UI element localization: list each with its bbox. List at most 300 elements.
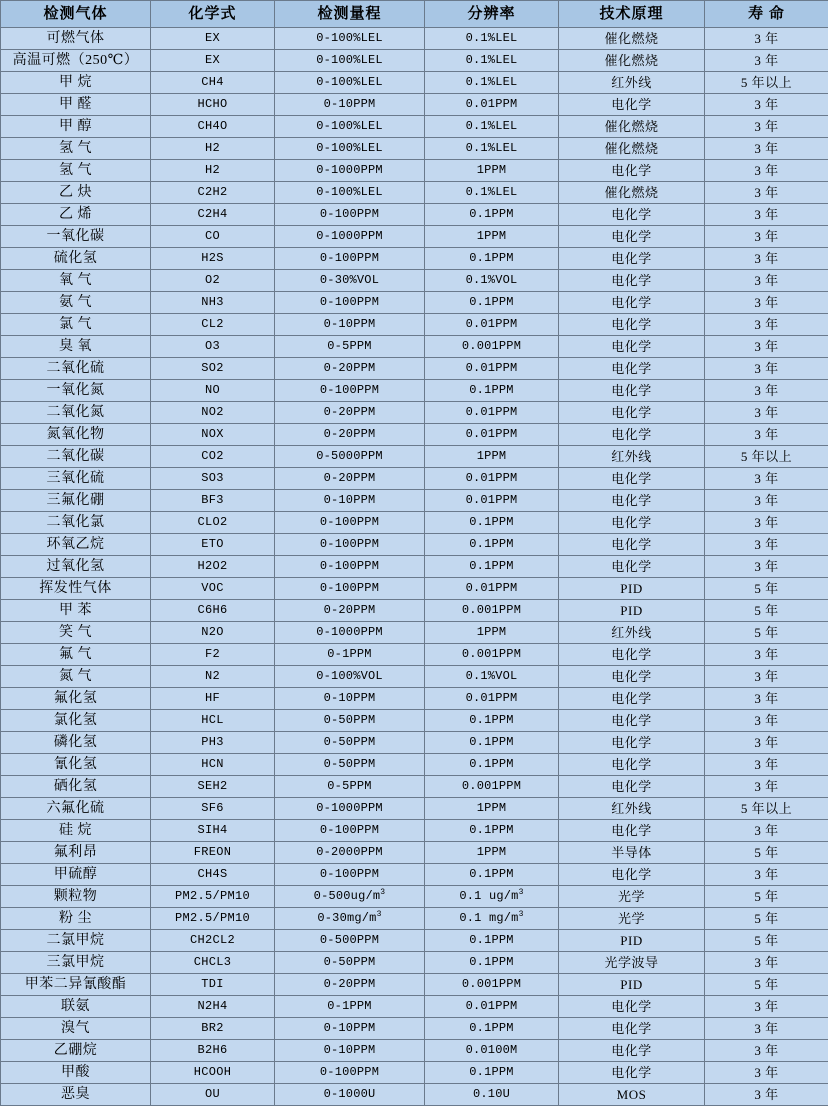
cell-technology: 电化学 [559, 864, 705, 886]
cell-formula: B2H6 [151, 1040, 275, 1062]
cell-technology: 光学 [559, 908, 705, 930]
cell-resolution: 0.1%LEL [425, 116, 559, 138]
cell-technology: 电化学 [559, 292, 705, 314]
cell-lifespan: 3 年 [705, 116, 828, 138]
cell-formula: SF6 [151, 798, 275, 820]
table-row [1, 776, 828, 798]
cell-formula: OU [151, 1084, 275, 1106]
cell-gas-name: 高温可燃（250℃） [1, 50, 151, 72]
cell-lifespan: 3 年 [705, 1040, 828, 1062]
cell-formula: NO2 [151, 402, 275, 424]
cell-resolution: 0.1PPM [425, 952, 559, 974]
table-row [1, 1084, 828, 1106]
cell-formula: HCOOH [151, 1062, 275, 1084]
cell-technology: 电化学 [559, 820, 705, 842]
table-row [1, 754, 828, 776]
cell-range: 0-100%LEL [275, 116, 425, 138]
cell-resolution: 0.001PPM [425, 974, 559, 996]
cell-lifespan: 3 年 [705, 28, 828, 50]
cell-technology: PID [559, 974, 705, 996]
cell-formula: F2 [151, 644, 275, 666]
cell-formula: BF3 [151, 490, 275, 512]
cell-technology: 电化学 [559, 710, 705, 732]
cell-range: 0-100PPM [275, 204, 425, 226]
cell-range: 0-20PPM [275, 402, 425, 424]
cell-gas-name: 臭 氧 [1, 336, 151, 358]
cell-lifespan: 3 年 [705, 336, 828, 358]
cell-formula: SIH4 [151, 820, 275, 842]
cell-resolution: 0.001PPM [425, 776, 559, 798]
cell-gas-name: 甲 醇 [1, 116, 151, 138]
cell-formula: CH2CL2 [151, 930, 275, 952]
cell-resolution: 1PPM [425, 160, 559, 182]
cell-gas-name: 氟利昂 [1, 842, 151, 864]
cell-resolution: 0.1 $mg/m^3$ [425, 908, 559, 930]
cell-gas-name: 二氧化硫 [1, 358, 151, 380]
table-row [1, 798, 828, 820]
cell-technology: 电化学 [559, 1018, 705, 1040]
cell-formula: NOX [151, 424, 275, 446]
cell-range: 0-1000PPM [275, 622, 425, 644]
cell-technology: 红外线 [559, 72, 705, 94]
cell-technology: 电化学 [559, 534, 705, 556]
cell-lifespan: 3 年 [705, 1018, 828, 1040]
cell-gas-name: 氟化氢 [1, 688, 151, 710]
cell-technology: 催化燃烧 [559, 138, 705, 160]
table-header [1, 1, 828, 28]
cell-lifespan: 3 年 [705, 248, 828, 270]
cell-gas-name: 可燃气体 [1, 28, 151, 50]
cell-gas-name: 三氯甲烷 [1, 952, 151, 974]
cell-technology: 红外线 [559, 798, 705, 820]
cell-formula: BR2 [151, 1018, 275, 1040]
table-row [1, 204, 828, 226]
table-row [1, 446, 828, 468]
cell-lifespan: 3 年 [705, 358, 828, 380]
cell-gas-name: 过氧化氢 [1, 556, 151, 578]
cell-technology: 电化学 [559, 754, 705, 776]
cell-technology: 电化学 [559, 226, 705, 248]
cell-formula: SEH2 [151, 776, 275, 798]
header-lifespan: 寿 命 [705, 1, 828, 28]
cell-lifespan: 5 年 [705, 930, 828, 952]
cell-range: 0-20PPM [275, 468, 425, 490]
cell-lifespan: 3 年 [705, 204, 828, 226]
cell-formula: H2O2 [151, 556, 275, 578]
cell-technology: 电化学 [559, 358, 705, 380]
cell-resolution: 0.1PPM [425, 248, 559, 270]
cell-resolution: 0.01PPM [425, 402, 559, 424]
table-row [1, 886, 828, 908]
cell-formula: CH4S [151, 864, 275, 886]
cell-technology: 电化学 [559, 204, 705, 226]
cell-range: 0-100PPM [275, 512, 425, 534]
cell-range: 0-5000PPM [275, 446, 425, 468]
cell-range: 0-1PPM [275, 996, 425, 1018]
cell-resolution: 0.001PPM [425, 336, 559, 358]
cell-lifespan: 5 年 [705, 578, 828, 600]
cell-lifespan: 3 年 [705, 688, 828, 710]
cell-range: 0-10PPM [275, 1018, 425, 1040]
cell-technology: 电化学 [559, 380, 705, 402]
cell-resolution: 1PPM [425, 622, 559, 644]
cell-gas-name: 氢 气 [1, 160, 151, 182]
cell-technology: 电化学 [559, 468, 705, 490]
cell-gas-name: 硫化氢 [1, 248, 151, 270]
cell-technology: 电化学 [559, 1040, 705, 1062]
cell-gas-name: 一氧化碳 [1, 226, 151, 248]
cell-formula: NH3 [151, 292, 275, 314]
cell-formula: CH4O [151, 116, 275, 138]
cell-gas-name: 二氧化氯 [1, 512, 151, 534]
table-row [1, 336, 828, 358]
cell-range: 0-100PPM [275, 820, 425, 842]
cell-resolution: 0.01PPM [425, 490, 559, 512]
cell-gas-name: 甲酸 [1, 1062, 151, 1084]
header-formula: 化学式 [151, 1, 275, 28]
cell-resolution: 1PPM [425, 446, 559, 468]
table-row [1, 226, 828, 248]
table-row [1, 50, 828, 72]
cell-resolution: 0.1%VOL [425, 270, 559, 292]
cell-formula: H2S [151, 248, 275, 270]
cell-resolution: 0.1PPM [425, 754, 559, 776]
cell-resolution: 0.10U [425, 1084, 559, 1106]
cell-formula: HCL [151, 710, 275, 732]
cell-gas-name: 三氟化硼 [1, 490, 151, 512]
cell-resolution: 1PPM [425, 798, 559, 820]
cell-gas-name: 二氧化碳 [1, 446, 151, 468]
cell-gas-name: 二氯甲烷 [1, 930, 151, 952]
cell-resolution: 0.1 $ug/m^3$ [425, 886, 559, 908]
cell-resolution: 0.1PPM [425, 820, 559, 842]
cell-technology: 催化燃烧 [559, 182, 705, 204]
cell-technology: 催化燃烧 [559, 28, 705, 50]
cell-range: 0-30%VOL [275, 270, 425, 292]
cell-resolution: 0.1PPM [425, 1018, 559, 1040]
cell-resolution: 0.1PPM [425, 864, 559, 886]
cell-range: $0-30mg/m^3$ [275, 908, 425, 930]
cell-formula: SO2 [151, 358, 275, 380]
table-row [1, 248, 828, 270]
cell-range: 0-10PPM [275, 490, 425, 512]
cell-range: 0-20PPM [275, 974, 425, 996]
table-row [1, 28, 828, 50]
cell-technology: PID [559, 578, 705, 600]
cell-gas-name: 氨 气 [1, 292, 151, 314]
cell-technology: 电化学 [559, 336, 705, 358]
table-row [1, 556, 828, 578]
cell-formula: N2O [151, 622, 275, 644]
cell-lifespan: 3 年 [705, 182, 828, 204]
table-row [1, 820, 828, 842]
cell-range: 0-50PPM [275, 710, 425, 732]
cell-formula: C2H2 [151, 182, 275, 204]
cell-gas-name: 硅 烷 [1, 820, 151, 842]
cell-gas-name: 甲 烷 [1, 72, 151, 94]
cell-range: 0-2000PPM [275, 842, 425, 864]
table-row [1, 358, 828, 380]
cell-gas-name: 氟 气 [1, 644, 151, 666]
cell-lifespan: 3 年 [705, 952, 828, 974]
table-row [1, 930, 828, 952]
cell-range: 0-100PPM [275, 556, 425, 578]
table-row [1, 622, 828, 644]
cell-gas-name: 磷化氢 [1, 732, 151, 754]
table-row [1, 732, 828, 754]
table-row [1, 600, 828, 622]
cell-formula: FREON [151, 842, 275, 864]
cell-technology: 电化学 [559, 556, 705, 578]
cell-range: 0-50PPM [275, 952, 425, 974]
cell-range: $0-500ug/m^3$ [275, 886, 425, 908]
cell-lifespan: 3 年 [705, 50, 828, 72]
cell-formula: O3 [151, 336, 275, 358]
cell-gas-name: 笑 气 [1, 622, 151, 644]
cell-technology: 电化学 [559, 666, 705, 688]
cell-lifespan: 3 年 [705, 490, 828, 512]
table-row [1, 314, 828, 336]
cell-lifespan: 5 年 [705, 600, 828, 622]
cell-lifespan: 3 年 [705, 160, 828, 182]
table-row [1, 468, 828, 490]
cell-range: 0-100PPM [275, 864, 425, 886]
cell-resolution: 0.1%LEL [425, 72, 559, 94]
cell-formula: EX [151, 50, 275, 72]
cell-lifespan: 5 年 [705, 974, 828, 996]
cell-technology: 光学波导 [559, 952, 705, 974]
cell-resolution: 0.1%LEL [425, 28, 559, 50]
cell-range: 0-20PPM [275, 600, 425, 622]
cell-gas-name: 氮 气 [1, 666, 151, 688]
cell-gas-name: 乙硼烷 [1, 1040, 151, 1062]
cell-lifespan: 3 年 [705, 292, 828, 314]
cell-gas-name: 六氟化硫 [1, 798, 151, 820]
cell-range: 0-100PPM [275, 1062, 425, 1084]
cell-gas-name: 甲 醛 [1, 94, 151, 116]
cell-resolution: 0.1%LEL [425, 50, 559, 72]
cell-formula: C6H6 [151, 600, 275, 622]
cell-range: 0-100%LEL [275, 72, 425, 94]
cell-range: 0-100%LEL [275, 138, 425, 160]
cell-technology: MOS [559, 1084, 705, 1106]
cell-technology: 电化学 [559, 402, 705, 424]
cell-formula: N2 [151, 666, 275, 688]
cell-range: 0-20PPM [275, 424, 425, 446]
cell-formula: EX [151, 28, 275, 50]
cell-formula: ETO [151, 534, 275, 556]
header-range: 检测量程 [275, 1, 425, 28]
cell-technology: 电化学 [559, 490, 705, 512]
cell-gas-name: 联氨 [1, 996, 151, 1018]
cell-gas-name: 环氧乙烷 [1, 534, 151, 556]
cell-lifespan: 5 年以上 [705, 798, 828, 820]
cell-lifespan: 3 年 [705, 270, 828, 292]
cell-formula: NO [151, 380, 275, 402]
cell-resolution: 0.01PPM [425, 578, 559, 600]
cell-range: 0-50PPM [275, 732, 425, 754]
cell-range: 0-100%LEL [275, 50, 425, 72]
cell-technology: 红外线 [559, 622, 705, 644]
cell-formula: H2 [151, 160, 275, 182]
table-row [1, 380, 828, 402]
cell-resolution: 0.01PPM [425, 468, 559, 490]
cell-technology: 电化学 [559, 314, 705, 336]
cell-formula: PH3 [151, 732, 275, 754]
cell-lifespan: 3 年 [705, 1062, 828, 1084]
table-row [1, 952, 828, 974]
table-row [1, 138, 828, 160]
cell-lifespan: 5 年 [705, 842, 828, 864]
cell-gas-name: 三氧化硫 [1, 468, 151, 490]
cell-resolution: 0.1PPM [425, 534, 559, 556]
cell-resolution: 1PPM [425, 226, 559, 248]
cell-gas-name: 氯 气 [1, 314, 151, 336]
table-row [1, 490, 828, 512]
cell-technology: 电化学 [559, 732, 705, 754]
cell-formula: SO3 [151, 468, 275, 490]
cell-formula: H2 [151, 138, 275, 160]
cell-range: 0-100PPM [275, 292, 425, 314]
cell-formula: HCHO [151, 94, 275, 116]
cell-range: 0-1000U [275, 1084, 425, 1106]
cell-range: 0-5PPM [275, 776, 425, 798]
cell-range: 0-100%LEL [275, 28, 425, 50]
cell-technology: 电化学 [559, 160, 705, 182]
cell-resolution: 1PPM [425, 842, 559, 864]
cell-range: 0-10PPM [275, 1040, 425, 1062]
cell-technology: 电化学 [559, 248, 705, 270]
cell-lifespan: 3 年 [705, 94, 828, 116]
table-row [1, 402, 828, 424]
cell-resolution: 0.01PPM [425, 996, 559, 1018]
header-row [1, 1, 828, 28]
table-row [1, 94, 828, 116]
table-row [1, 116, 828, 138]
cell-formula: CLO2 [151, 512, 275, 534]
cell-lifespan: 3 年 [705, 644, 828, 666]
table-row [1, 72, 828, 94]
cell-lifespan: 3 年 [705, 226, 828, 248]
cell-gas-name: 氰化氢 [1, 754, 151, 776]
cell-lifespan: 3 年 [705, 864, 828, 886]
cell-gas-name: 一氧化氮 [1, 380, 151, 402]
cell-range: 0-10PPM [275, 688, 425, 710]
cell-technology: 电化学 [559, 94, 705, 116]
cell-formula: HCN [151, 754, 275, 776]
cell-technology: 红外线 [559, 446, 705, 468]
cell-gas-name: 乙 炔 [1, 182, 151, 204]
cell-resolution: 0.001PPM [425, 600, 559, 622]
cell-range: 0-10PPM [275, 314, 425, 336]
table-row [1, 644, 828, 666]
cell-lifespan: 3 年 [705, 754, 828, 776]
cell-technology: 电化学 [559, 270, 705, 292]
cell-gas-name: 氮氧化物 [1, 424, 151, 446]
cell-range: 0-100%LEL [275, 182, 425, 204]
cell-formula: HF [151, 688, 275, 710]
cell-resolution: 0.1PPM [425, 930, 559, 952]
cell-formula: CL2 [151, 314, 275, 336]
cell-lifespan: 3 年 [705, 776, 828, 798]
cell-gas-name: 甲苯二异氰酸酯 [1, 974, 151, 996]
table-row [1, 842, 828, 864]
cell-gas-name: 乙 烯 [1, 204, 151, 226]
cell-technology: 电化学 [559, 644, 705, 666]
cell-gas-name: 甲 苯 [1, 600, 151, 622]
table-body [1, 28, 828, 1106]
cell-resolution: 0.1PPM [425, 204, 559, 226]
table-row [1, 666, 828, 688]
cell-resolution: 0.1%LEL [425, 138, 559, 160]
cell-resolution: 0.0100M [425, 1040, 559, 1062]
cell-gas-name: 颗粒物 [1, 886, 151, 908]
cell-formula: PM2.5/PM10 [151, 886, 275, 908]
cell-range: 0-1PPM [275, 644, 425, 666]
cell-formula: O2 [151, 270, 275, 292]
cell-lifespan: 3 年 [705, 996, 828, 1018]
cell-lifespan: 3 年 [705, 820, 828, 842]
cell-lifespan: 3 年 [705, 314, 828, 336]
cell-lifespan: 3 年 [705, 138, 828, 160]
cell-formula: CO [151, 226, 275, 248]
table-row [1, 1040, 828, 1062]
cell-lifespan: 3 年 [705, 424, 828, 446]
cell-lifespan: 3 年 [705, 710, 828, 732]
cell-range: 0-100PPM [275, 248, 425, 270]
cell-gas-name: 甲硫醇 [1, 864, 151, 886]
cell-resolution: 0.001PPM [425, 644, 559, 666]
cell-gas-name: 恶臭 [1, 1084, 151, 1106]
cell-formula: PM2.5/PM10 [151, 908, 275, 930]
cell-technology: 光学 [559, 886, 705, 908]
cell-formula: CH4 [151, 72, 275, 94]
cell-resolution: 0.1PPM [425, 380, 559, 402]
cell-formula: TDI [151, 974, 275, 996]
cell-lifespan: 3 年 [705, 512, 828, 534]
table-row [1, 534, 828, 556]
table-row [1, 688, 828, 710]
table-row [1, 1018, 828, 1040]
cell-gas-name: 二氧化氮 [1, 402, 151, 424]
cell-resolution: 0.01PPM [425, 424, 559, 446]
cell-formula: VOC [151, 578, 275, 600]
cell-resolution: 0.01PPM [425, 314, 559, 336]
cell-resolution: 0.1PPM [425, 710, 559, 732]
cell-gas-name: 粉 尘 [1, 908, 151, 930]
cell-range: 0-500PPM [275, 930, 425, 952]
cell-gas-name: 溴气 [1, 1018, 151, 1040]
cell-technology: 催化燃烧 [559, 50, 705, 72]
table-row [1, 270, 828, 292]
cell-resolution: 0.1PPM [425, 1062, 559, 1084]
cell-gas-name: 氧 气 [1, 270, 151, 292]
cell-resolution: 0.1PPM [425, 732, 559, 754]
table-row [1, 974, 828, 996]
cell-technology: 电化学 [559, 776, 705, 798]
table-row [1, 710, 828, 732]
cell-lifespan: 3 年 [705, 402, 828, 424]
table-row [1, 864, 828, 886]
cell-resolution: 0.1%VOL [425, 666, 559, 688]
cell-formula: C2H4 [151, 204, 275, 226]
cell-technology: 电化学 [559, 688, 705, 710]
cell-lifespan: 3 年 [705, 556, 828, 578]
cell-technology: 电化学 [559, 424, 705, 446]
cell-resolution: 0.01PPM [425, 688, 559, 710]
cell-lifespan: 3 年 [705, 468, 828, 490]
cell-lifespan: 5 年以上 [705, 72, 828, 94]
